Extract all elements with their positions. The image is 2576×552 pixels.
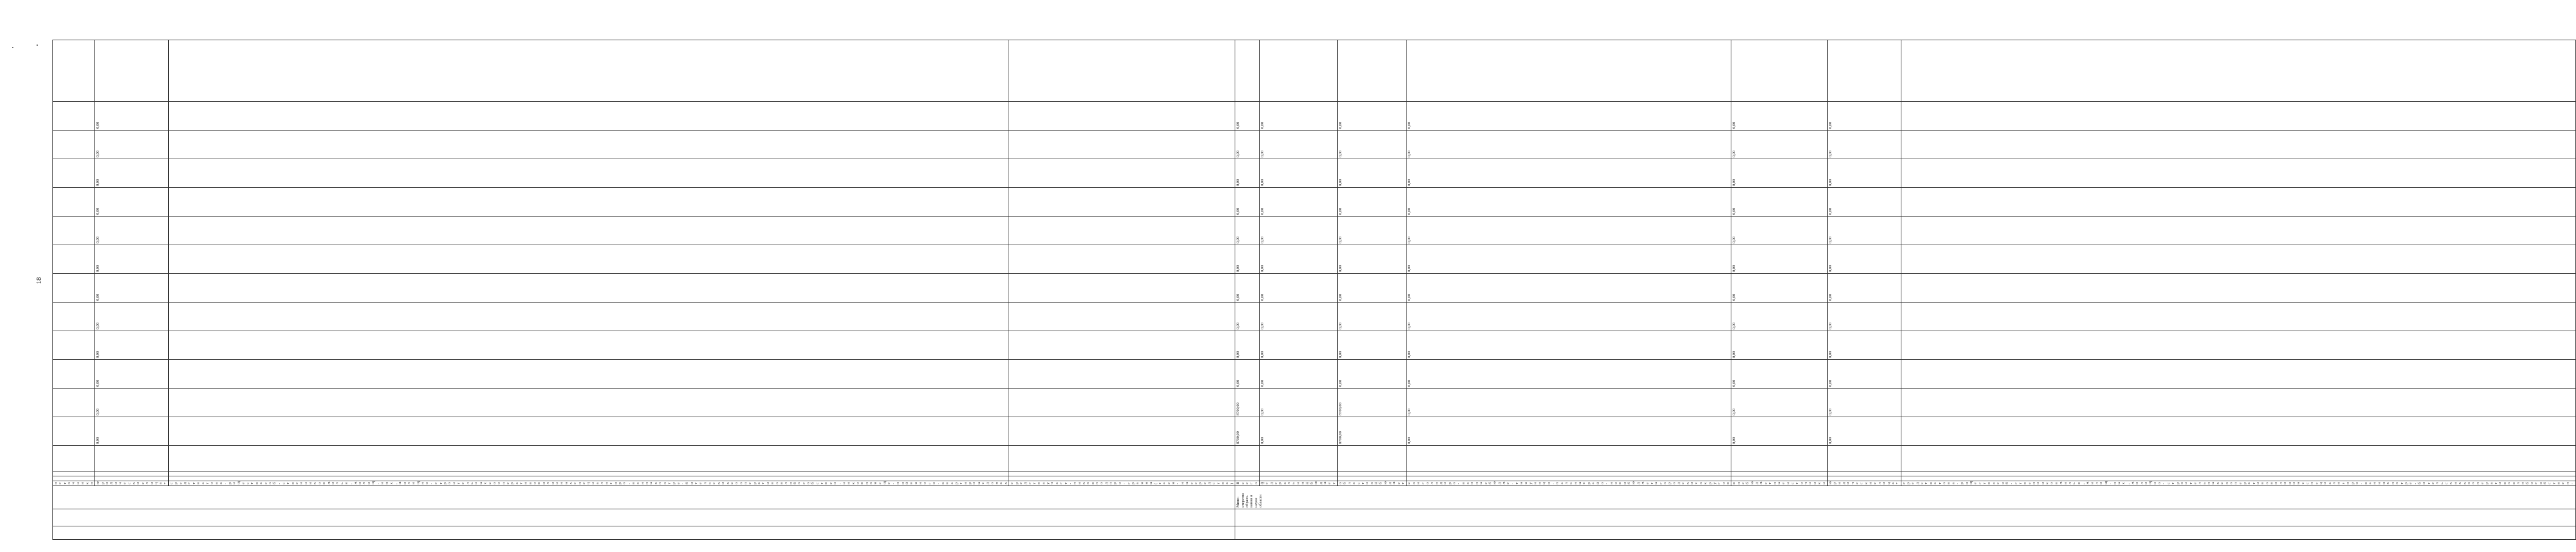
trailing-cell xyxy=(1009,40,1235,102)
value-cell: 0,00 xyxy=(1259,159,1337,188)
value-cell: 0,00 xyxy=(1259,217,1337,245)
value-cell: 0,00 xyxy=(1827,417,1901,446)
value-cell xyxy=(1901,131,2575,159)
value-cell xyxy=(168,360,1009,389)
code-cell xyxy=(1901,446,2575,471)
table-row xyxy=(1407,40,1731,540)
value-cell: 0,00 xyxy=(95,131,169,159)
code-cell xyxy=(53,446,95,471)
value-cell: 0,00 xyxy=(1827,331,1901,360)
value-cell xyxy=(1009,159,1235,188)
value-cell xyxy=(53,303,95,331)
value-cell xyxy=(1009,417,1235,446)
value-cell: 8700,00 xyxy=(1235,417,1260,446)
table-row xyxy=(53,40,95,540)
value-cell: 0,00 xyxy=(1731,245,1828,274)
code-cell xyxy=(1407,471,1731,476)
value-cell: 0,00 xyxy=(1338,102,1407,131)
code-cell xyxy=(1407,476,1731,481)
value-cell xyxy=(1901,159,2575,188)
value-cell xyxy=(1901,417,2575,446)
value-cell: 0,00 xyxy=(1338,131,1407,159)
code-cell xyxy=(1901,471,2575,476)
value-cell xyxy=(1009,274,1235,303)
value-cell xyxy=(168,417,1009,446)
value-cell: 0,00 xyxy=(95,417,169,446)
executor-cell: Мини-стерство образо-вания и науки области xyxy=(1235,486,2575,509)
value-cell: 0,00 xyxy=(1827,217,1901,245)
code-cell xyxy=(1731,471,1828,476)
value-cell xyxy=(168,131,1009,159)
table-row xyxy=(95,40,169,540)
value-cell xyxy=(1009,331,1235,360)
value-cell: 0,00 xyxy=(1731,303,1828,331)
table-row xyxy=(1259,40,1337,540)
value-cell xyxy=(53,102,95,131)
trailing-cell xyxy=(168,40,1009,102)
value-cell: 0,00 xyxy=(95,159,169,188)
trailing-cell xyxy=(1259,40,1337,102)
value-cell: 0,00 xyxy=(1259,131,1337,159)
value-cell xyxy=(1009,303,1235,331)
value-cell: 0,00 xyxy=(1259,274,1337,303)
value-cell xyxy=(1901,102,2575,131)
code-cell xyxy=(53,471,95,476)
source-cell: Всего xyxy=(1235,481,1260,486)
value-cell xyxy=(1901,188,2575,217)
value-cell: 0,00 xyxy=(1407,389,1731,417)
value-cell xyxy=(168,303,1009,331)
source-cell: средства това-рищества соб-ственников жилья, жилищ-ных, жилищно-строительных кооперативов или иных специализиро-ванных потре-бительских кооперативов либо собствен-ников помеще-ний в много-квартирных домах xyxy=(168,481,1009,486)
code-cell xyxy=(53,476,95,481)
value-cell: 0,00 xyxy=(1407,274,1731,303)
code-cell xyxy=(1901,476,2575,481)
value-cell: 0,00 xyxy=(95,389,169,417)
value-cell: 0,00 xyxy=(1731,159,1828,188)
value-cell: 0,00 xyxy=(1731,102,1828,131)
table-row xyxy=(1009,40,1235,540)
value-cell: 0,00 xyxy=(1407,245,1731,274)
value-cell: 0,00 xyxy=(1235,303,1260,331)
code-cell xyxy=(168,446,1009,471)
value-cell xyxy=(1901,303,2575,331)
value-cell xyxy=(53,159,95,188)
value-cell: 0,00 xyxy=(1235,102,1260,131)
financing-table-rotated xyxy=(52,40,2575,540)
code-cell xyxy=(1009,446,1235,471)
value-cell: 0,00 xyxy=(1259,389,1337,417)
value-cell xyxy=(168,274,1009,303)
value-cell xyxy=(1901,360,2575,389)
value-cell: 0,00 xyxy=(1827,245,1901,274)
code-cell xyxy=(1338,476,1407,481)
value-cell: 0,00 xyxy=(1259,360,1337,389)
value-cell: 0,00 xyxy=(1407,360,1731,389)
source-cell: источники xyxy=(53,481,95,486)
value-cell xyxy=(1009,245,1235,274)
value-cell: 0,00 xyxy=(1338,217,1407,245)
value-cell: 0,00 xyxy=(1259,417,1337,446)
value-cell: 0,00 xyxy=(1235,131,1260,159)
value-cell: 0,00 xyxy=(1338,360,1407,389)
source-cell: средства това-рищества соб-ственников жилья, жилищ-ных, жилищно-строительных кооперативов или иных специализиро-ванных потре-бительских кооперативов либо собствен- xyxy=(1901,481,2575,486)
value-cell: 0,00 xyxy=(1235,217,1260,245)
measure-name-cell xyxy=(1235,509,2575,526)
value-cell: 0,00 xyxy=(1259,188,1337,217)
code-cell xyxy=(1009,476,1235,481)
value-cell: 0,00 xyxy=(1338,245,1407,274)
value-cell xyxy=(168,102,1009,131)
source-cell: юридические лица* xyxy=(95,481,169,486)
code-cell xyxy=(95,471,169,476)
trailing-cell xyxy=(1731,40,1828,102)
table-row xyxy=(1901,40,2575,540)
value-cell: 0,00 xyxy=(1259,102,1337,131)
value-cell xyxy=(53,331,95,360)
value-cell: 0,00 xyxy=(1827,389,1901,417)
code-cell xyxy=(95,476,169,481)
value-cell: 0,00 xyxy=(1235,159,1260,188)
code-cell xyxy=(1731,446,1828,471)
value-cell xyxy=(168,331,1009,360)
value-cell: 0,00 xyxy=(1731,389,1828,417)
table-row xyxy=(1731,40,1828,540)
value-cell: 0,00 xyxy=(1407,331,1731,360)
value-cell xyxy=(1901,331,2575,360)
scan-speck xyxy=(37,45,38,46)
value-cell: 0,00 xyxy=(1235,245,1260,274)
value-cell xyxy=(1009,217,1235,245)
row-number-cell xyxy=(53,526,1235,540)
code-cell xyxy=(1338,446,1407,471)
value-cell: 8700,00 xyxy=(1338,389,1407,417)
table-row xyxy=(168,40,1009,540)
value-cell: 0,00 xyxy=(1338,303,1407,331)
value-cell: 0,00 xyxy=(1407,417,1731,446)
scan-speck xyxy=(12,47,13,48)
trailing-cell xyxy=(1338,40,1407,102)
value-cell xyxy=(168,159,1009,188)
value-cell: 0,00 xyxy=(1259,331,1337,360)
trailing-cell xyxy=(1827,40,1901,102)
value-cell: 0,00 xyxy=(95,360,169,389)
value-cell: 0,00 xyxy=(1259,303,1337,331)
value-cell xyxy=(1901,217,2575,245)
code-cell xyxy=(1235,471,1260,476)
code-cell xyxy=(1731,476,1828,481)
value-cell: 0,00 xyxy=(1235,331,1260,360)
code-cell xyxy=(1827,471,1901,476)
code-cell xyxy=(1407,446,1731,471)
value-cell xyxy=(1901,274,2575,303)
trailing-cell xyxy=(53,40,95,102)
value-cell: 0,00 xyxy=(1235,360,1260,389)
source-cell: юридические лица* xyxy=(1827,481,1901,486)
value-cell xyxy=(53,188,95,217)
value-cell: 0,00 xyxy=(1338,331,1407,360)
value-cell xyxy=(1901,245,2575,274)
value-cell: 0,00 xyxy=(1731,188,1828,217)
value-cell xyxy=(53,217,95,245)
value-cell: 0,00 xyxy=(1407,102,1731,131)
value-cell: 0,00 xyxy=(95,188,169,217)
value-cell: 0,00 xyxy=(1827,274,1901,303)
code-cell xyxy=(168,471,1009,476)
table-row xyxy=(1338,40,1407,540)
trailing-cell xyxy=(1235,40,1260,102)
value-cell: 0,00 xyxy=(95,331,169,360)
value-cell: 0,00 xyxy=(95,274,169,303)
value-cell xyxy=(53,360,95,389)
value-cell: 0,00 xyxy=(1407,159,1731,188)
code-cell xyxy=(168,476,1009,481)
value-cell xyxy=(53,131,95,159)
value-cell xyxy=(1009,389,1235,417)
value-cell: 8700,00 xyxy=(1235,389,1260,417)
value-cell: 0,00 xyxy=(95,102,169,131)
value-cell xyxy=(1009,131,1235,159)
value-cell xyxy=(53,389,95,417)
value-cell: 0,00 xyxy=(1827,303,1901,331)
value-cell: 0,00 xyxy=(1827,131,1901,159)
value-cell xyxy=(168,389,1009,417)
source-cell: средства участ-ников подпро-граммы (заем-ные средства) xyxy=(1009,481,1235,486)
value-cell: 0,00 xyxy=(1338,159,1407,188)
value-cell: 0,00 xyxy=(1827,360,1901,389)
value-cell: 0,00 xyxy=(1827,159,1901,188)
source-cell: внебюджетные источники xyxy=(1731,481,1828,486)
value-cell: 0,00 xyxy=(1259,245,1337,274)
code-cell xyxy=(1259,476,1337,481)
table-row xyxy=(1827,40,1901,540)
value-cell xyxy=(168,188,1009,217)
financing-table xyxy=(52,40,2576,540)
value-cell xyxy=(53,274,95,303)
value-cell: 0,00 xyxy=(1235,188,1260,217)
value-cell xyxy=(1009,188,1235,217)
trailing-cell xyxy=(95,40,169,102)
value-cell: 0,00 xyxy=(1827,188,1901,217)
value-cell xyxy=(53,417,95,446)
source-cell: консолидиро-ванные бюдже-ты муници-пальных райо-нов и бюджеты городских округов xyxy=(1407,481,1731,486)
value-cell: 0,00 xyxy=(1407,217,1731,245)
measure-name-cell xyxy=(53,509,1235,526)
source-cell: областной бюджет xyxy=(1338,481,1407,486)
source-cell: федеральный бюджет xyxy=(1259,481,1337,486)
value-cell: 0,00 xyxy=(1338,274,1407,303)
value-cell: 0,00 xyxy=(1827,102,1901,131)
code-cell xyxy=(1235,446,1260,471)
trailing-cell xyxy=(1407,40,1731,102)
value-cell: 0,00 xyxy=(1338,188,1407,217)
value-cell xyxy=(1901,389,2575,417)
value-cell: 0,00 xyxy=(95,245,169,274)
value-cell: 0,00 xyxy=(95,217,169,245)
row-number-cell xyxy=(1235,526,2575,540)
value-cell: 0,00 xyxy=(1235,274,1260,303)
value-cell: 0,00 xyxy=(1731,131,1828,159)
code-cell xyxy=(95,446,169,471)
code-cell xyxy=(1235,476,1260,481)
page-number: 18 xyxy=(35,277,43,284)
value-cell xyxy=(168,245,1009,274)
table-row xyxy=(1235,40,1260,540)
value-cell: 0,00 xyxy=(1731,274,1828,303)
code-cell xyxy=(1827,476,1901,481)
value-cell: 0,00 xyxy=(1407,188,1731,217)
value-cell: 8700,00 xyxy=(1338,417,1407,446)
code-cell xyxy=(1338,471,1407,476)
code-cell xyxy=(1259,471,1337,476)
code-cell xyxy=(1827,446,1901,471)
code-cell xyxy=(1009,471,1235,476)
value-cell: 0,00 xyxy=(95,303,169,331)
value-cell: 0,00 xyxy=(1407,131,1731,159)
value-cell xyxy=(168,217,1009,245)
value-cell: 0,00 xyxy=(1731,331,1828,360)
trailing-cell xyxy=(1901,40,2575,102)
value-cell: 0,00 xyxy=(1731,417,1828,446)
table-body xyxy=(53,40,2576,540)
value-cell xyxy=(1009,102,1235,131)
value-cell: 0,00 xyxy=(1407,303,1731,331)
value-cell xyxy=(53,245,95,274)
code-cell xyxy=(1259,446,1337,471)
executor-cell xyxy=(53,486,1235,509)
value-cell: 0,00 xyxy=(1731,360,1828,389)
value-cell: 0,00 xyxy=(1731,217,1828,245)
value-cell xyxy=(1009,360,1235,389)
